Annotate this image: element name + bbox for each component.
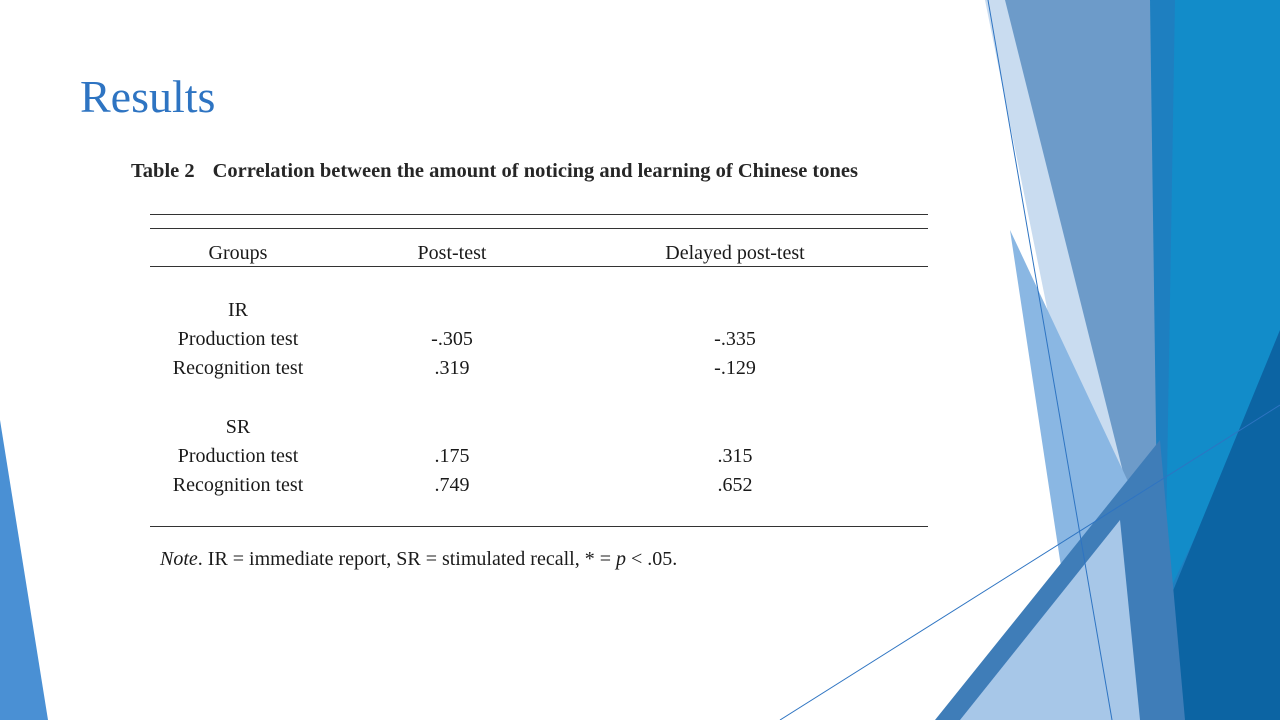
note-text: . IR = immediate report, SR = stimulated recall, * =	[197, 548, 616, 570]
row-label: Recognition test	[172, 474, 304, 496]
note-end: < .05.	[625, 548, 678, 570]
row-delayed-value: .652	[717, 474, 753, 496]
group-name-sr: SR	[225, 416, 251, 438]
table-top-rule-1	[150, 214, 928, 215]
row-post-value: -.305	[431, 328, 473, 350]
header-groups: Groups	[208, 242, 268, 264]
row-post-value: .175	[434, 445, 470, 467]
row-post-value: .319	[434, 357, 470, 379]
row-post-value: .749	[434, 474, 470, 496]
table-bottom-rule	[150, 526, 928, 527]
row-delayed-value: .315	[717, 445, 753, 467]
header-delayed-post-test: Delayed post-test	[665, 242, 805, 264]
note-p: p	[615, 548, 626, 570]
row-delayed-value: -.129	[714, 357, 756, 379]
table-caption-text: Correlation between the amount of noticing and learning of Chinese tones	[212, 160, 858, 182]
slide-title: Results	[80, 71, 216, 122]
row-delayed-value: -.335	[714, 328, 756, 350]
note-label: Note	[160, 548, 198, 570]
header-post-test: Post-test	[417, 242, 487, 264]
table-caption	[131, 160, 858, 183]
table-note	[160, 548, 677, 571]
group-name-ir: IR	[228, 299, 248, 321]
row-label: Production test	[177, 328, 299, 350]
row-label: Production test	[177, 445, 299, 467]
table-top-rule-2	[150, 228, 928, 229]
table-caption-label: Table 2	[131, 160, 195, 182]
row-label: Recognition test	[172, 357, 304, 379]
table-header-rule	[150, 266, 928, 267]
left-accent-shape	[0, 420, 48, 720]
